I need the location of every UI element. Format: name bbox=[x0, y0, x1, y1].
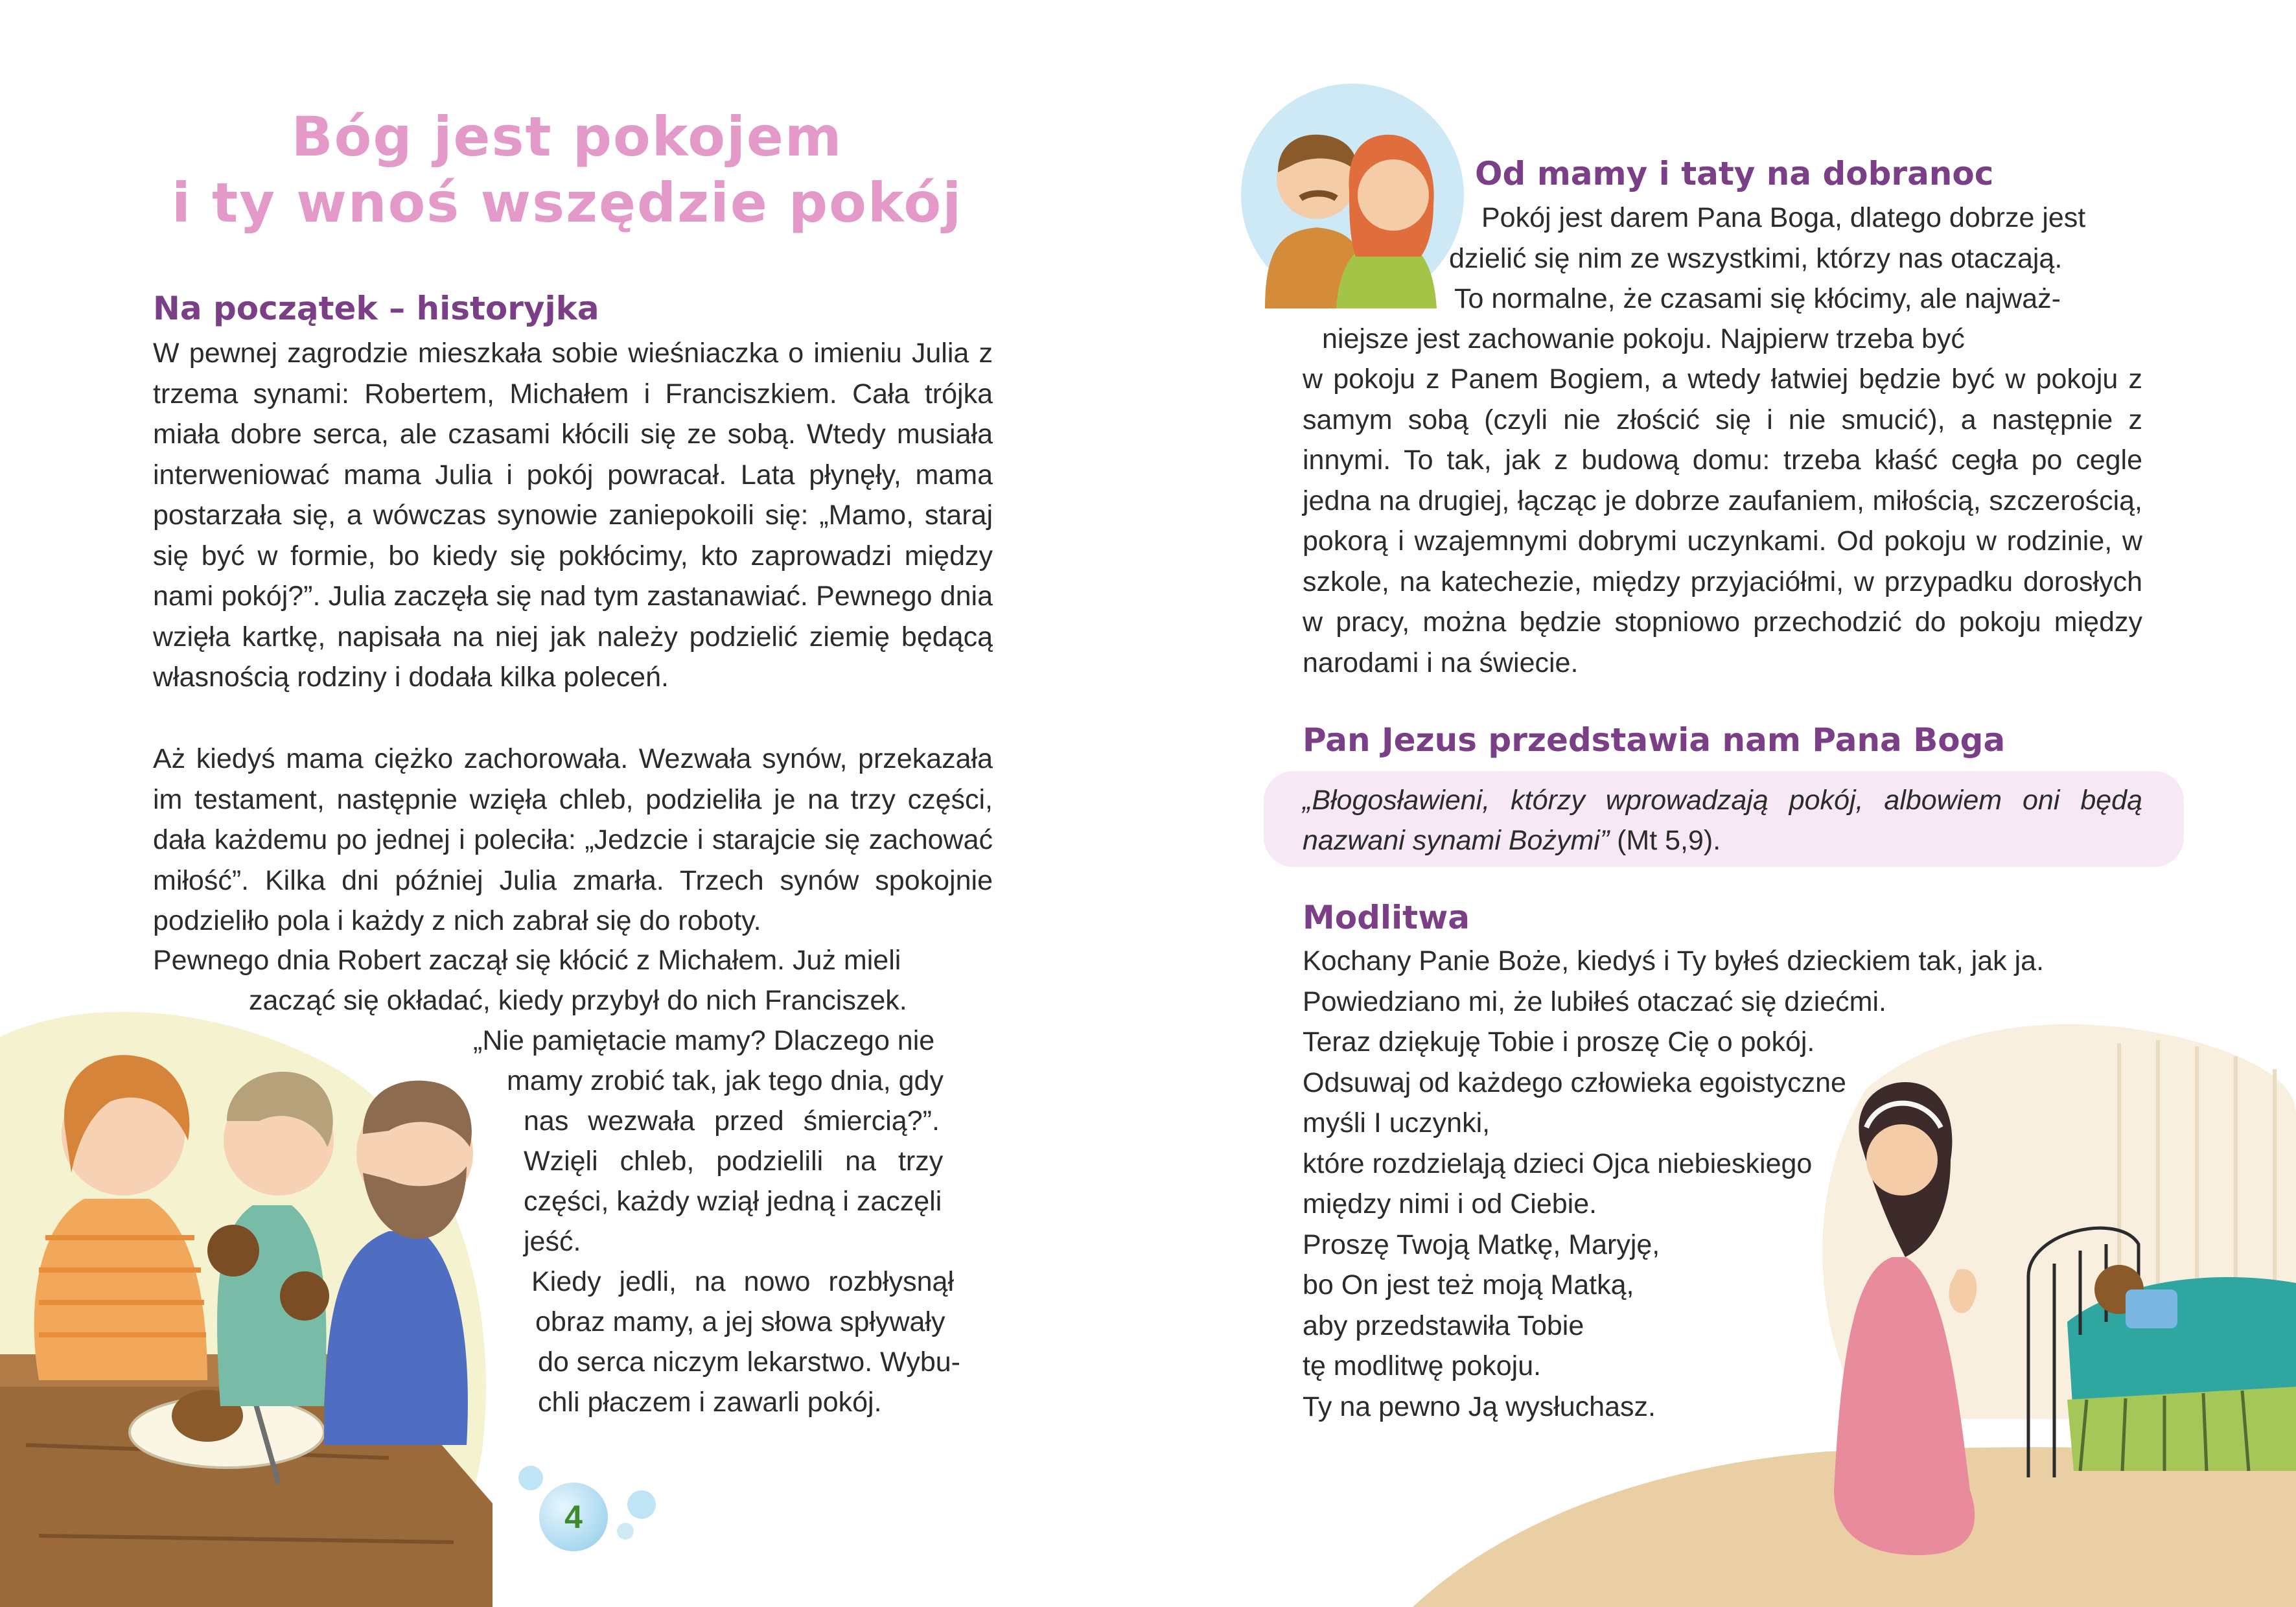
story-line: obraz mamy, a jej słowa spływały bbox=[535, 1306, 945, 1337]
bible-quote-text: „Błogosławieni, którzy wprowadzają pokój, albowiem oni będą nazwani synami Bożymi” bbox=[1303, 785, 2142, 856]
parents-line: Pokój jest darem Pana Boga, dlatego dobrze jest bbox=[1481, 202, 2086, 233]
prayer-line: Odsuwaj od każdego człowieka egoistyczne bbox=[1303, 1067, 1846, 1098]
prayer-line: Kochany Panie Boże, kiedyś i Ty byłeś dzieckiem tak, jak ja. bbox=[1303, 945, 2045, 977]
story-line: chli płaczem i zawarli pokój. bbox=[538, 1387, 882, 1418]
page-title-line-2: i ty wnoś wszędzie pokój bbox=[172, 171, 962, 235]
bible-quote-reference: (Mt 5,9). bbox=[1617, 825, 1721, 856]
story-line: mamy zrobić tak, jak tego dnia, gdy bbox=[507, 1065, 944, 1096]
prayer-line: bo On jest też moją Matką, bbox=[1303, 1269, 1634, 1301]
parents-line: niejsze jest zachowanie pokoju. Najpierw trzeba być bbox=[1322, 323, 1965, 354]
prayer-line: Teraz dziękuję Tobie i proszę Cię o pokój. bbox=[1303, 1026, 1815, 1058]
bread-sharing-illustration bbox=[0, 991, 493, 1607]
parents-line: dzielić się nim ze wszystkimi, którzy nas otaczają. bbox=[1449, 243, 2063, 274]
story-heading: Na początek – historyjka bbox=[153, 290, 599, 327]
page-title-line-1: Bóg jest pokojem bbox=[291, 105, 843, 168]
prayer-line: Powiedziano mi, że lubiłeś otaczać się dziećmi. bbox=[1303, 986, 1887, 1017]
prayer-line: między nimi i od Ciebie. bbox=[1303, 1188, 1597, 1220]
prayer-line: Ty na pewno Ją wysłuchasz. bbox=[1303, 1391, 1656, 1422]
story-line: Pewnego dnia Robert zaczął się kłócić z Michałem. Już mieli bbox=[153, 945, 901, 976]
page-number: 4 bbox=[564, 1499, 583, 1535]
story-line: zacząć się okładać, kiedy przybył do nich Franciszek. bbox=[249, 985, 907, 1016]
bread-icon bbox=[280, 1271, 329, 1321]
prayer-line: które rozdzielają dzieci Ojca niebieskiego bbox=[1303, 1148, 1813, 1179]
story-line: jeść. bbox=[524, 1226, 581, 1257]
page-title bbox=[117, 104, 1017, 236]
story-line: „Nie pamiętacie mamy? Dlaczego nie bbox=[473, 1025, 935, 1056]
prayer-line: Proszę Twoją Matkę, Maryję, bbox=[1303, 1229, 1660, 1260]
parents-paragraph: w pokoju z Panem Bogiem, a wtedy łatwiej będzie być w pokoju z samym sobą (czyli nie złościć się i nie smucić), a następnie z innymi. To tak, jak z budową domu: trzeba kłaść cegła po cegle jedna na drugiej, łącząc je dobrze zaufaniem, miłością, szczerością, pokorą i wzajemnymi dobrymi uczynkami. Od pokoju w rodzinie, w szkole, na katechezie, między przyjaciółmi, w przypadku dorosłych w pracy, można będzie stopniowo przechodzić do pokoju między narodami i na świecie. bbox=[1303, 364, 2142, 678]
story-paragraph-2: Aż kiedyś mama ciężko zachorowała. Wezwała synów, przekazała im testament, następnie wzięła chleb, podzieliła je na trzy części, dała każdemu po jednej i poleciła: „Jedzcie i starajcie się zachować miłość”. Kilka dni później Julia zmarła. Trzech synów spokojnie podzieliło pola i każdy z nich zabrał się do roboty. bbox=[153, 743, 993, 936]
story-line: Kiedy jedli, na nowo rozbłysnął bbox=[531, 1266, 954, 1297]
bubble-decoration bbox=[617, 1523, 634, 1540]
prayer-line: myśli I uczynki, bbox=[1303, 1107, 1490, 1139]
praying-girl-illustration bbox=[1413, 998, 2296, 1607]
story-line: nas wezwała przed śmiercią?”. bbox=[524, 1105, 940, 1137]
prayer-line: tę modlitwę pokoju. bbox=[1303, 1350, 1542, 1382]
prayer-heading: Modlitwa bbox=[1303, 899, 1470, 936]
parents-heading: Od mamy i taty na dobranoc bbox=[1475, 155, 1994, 192]
parents-line: To normalne, że czasami się kłócimy, ale najważ- bbox=[1454, 283, 2061, 314]
bread-icon bbox=[207, 1225, 259, 1277]
parents-avatar bbox=[1239, 82, 1466, 308]
prayer-line: aby przedstawiła Tobie bbox=[1303, 1310, 1584, 1341]
bible-quote bbox=[1303, 780, 2142, 861]
bubble-decoration bbox=[627, 1490, 656, 1519]
story-line: do serca niczym lekarstwo. Wybu- bbox=[538, 1347, 960, 1378]
story-line: części, każdy wziął jedną i zaczęli bbox=[524, 1186, 942, 1217]
story-line: Wzięli chleb, podzielili na trzy bbox=[524, 1146, 944, 1177]
story-paragraph-1: W pewnej zagrodzie mieszkała sobie wieśniaczka o imieniu Julia z trzema synami: Robertem, Michałem i Franciszkiem. Cała trójka miała dobre serca, ale czasami kłócili się ze sobą. Wtedy musiała interweniować mama Julia i pokój powracał. Lata płynęły, mama postarzała się, a wówczas synowie zaniepokoili się: „Mamo, staraj się być w formie, bo kiedy się pokłócimy, kto zaprowadzi między nami pokój?”. Julia zaczęła się nad tym zastanawiać. Pewnego dnia wzięła kartkę, napisała na niej jak należy podzielić ziemię będącą własnością rodziny i dodała kilka poleceń. bbox=[153, 338, 993, 693]
bubble-decoration bbox=[518, 1466, 543, 1490]
jesus-heading: Pan Jezus przedstawia nam Pana Boga bbox=[1303, 721, 2006, 759]
